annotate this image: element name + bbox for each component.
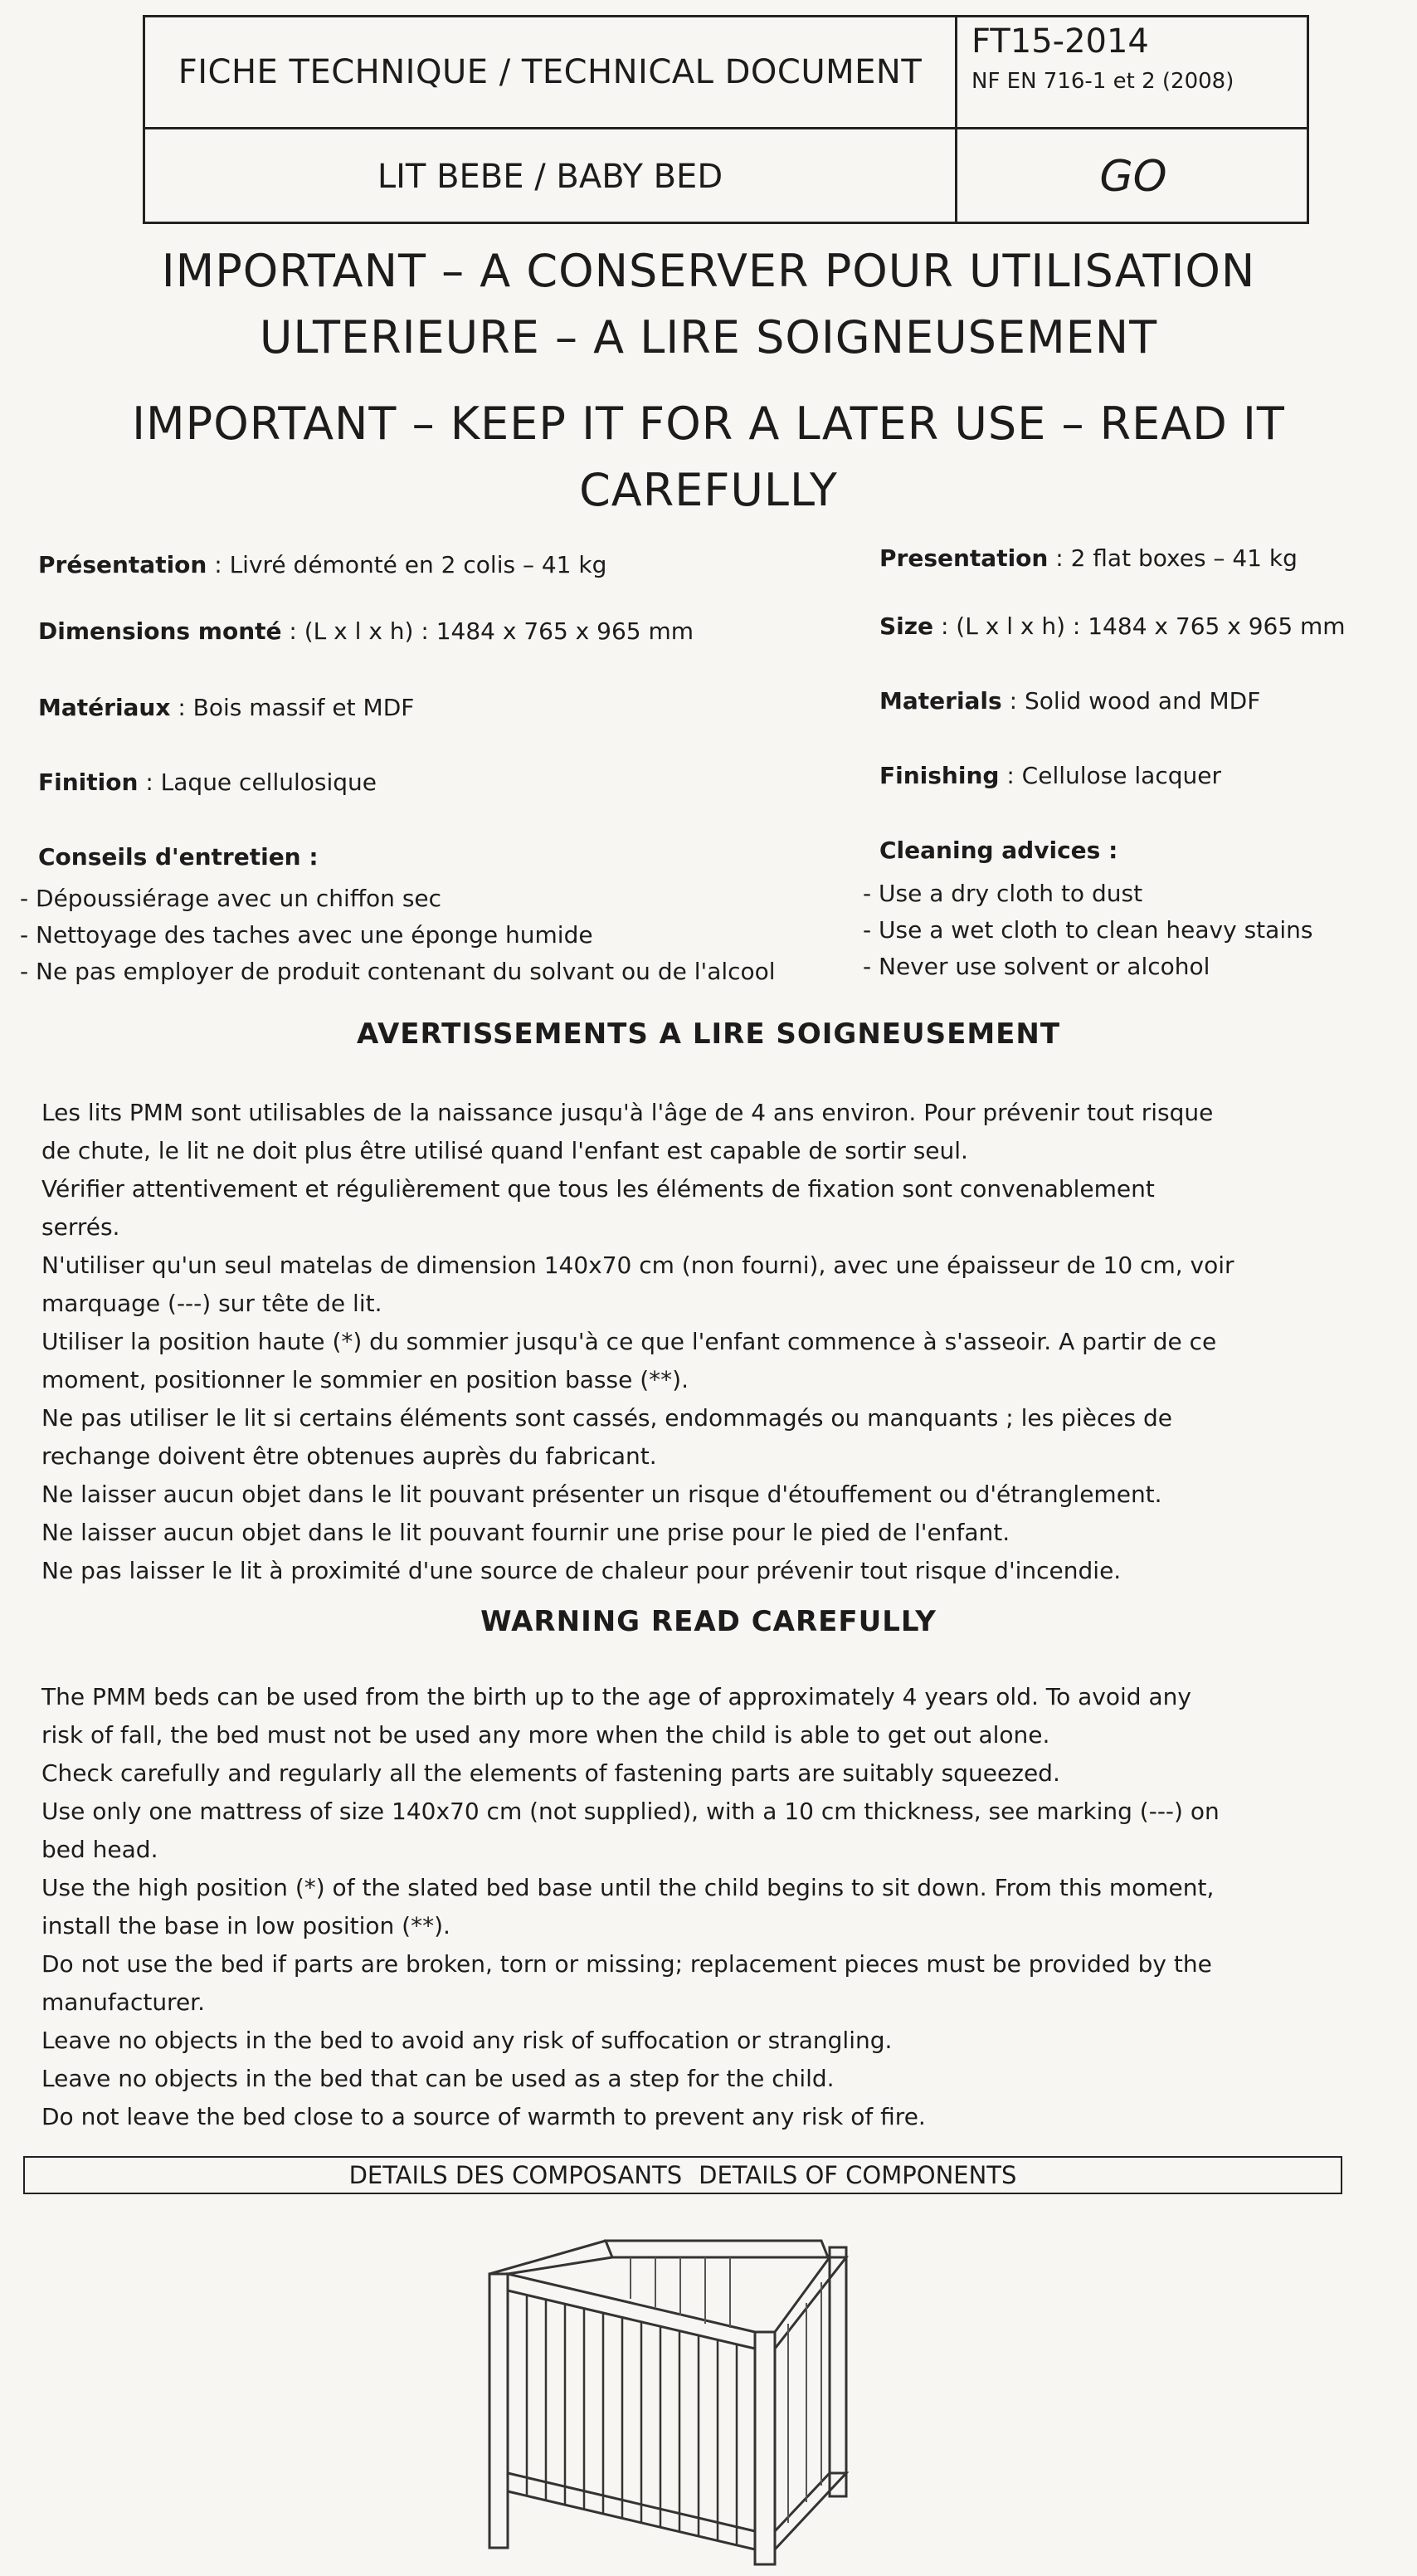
header-table (143, 15, 1309, 224)
title-en-line2: CAREFULLY (579, 464, 838, 516)
warning-en-line: Use the high position (*) of the slated bed base until the child begins to sit down. From this moment, (41, 1874, 1215, 1901)
warnings-fr-title: AVERTISSEMENTS A LIRE SOIGNEUSEMENT (356, 1017, 1061, 1051)
warning-fr-line: Vérifier attentivement et régulièrement que tous les éléments de fixation sont convenablement (41, 1175, 1155, 1203)
warning-en-line: bed head. (41, 1836, 158, 1863)
model-name: GO (1099, 152, 1167, 202)
warning-en-line: install the base in low position (**). (41, 1912, 450, 1939)
reference-code: FT15-2014 (971, 22, 1149, 61)
care-fr-item: - Nettoyage des taches avec une éponge humide (20, 921, 593, 949)
warning-en-line: risk of fall, the bed must not be used any more when the child is able to get out alone. (41, 1721, 1050, 1749)
warning-en-line: Do not leave the bed close to a source of warmth to prevent any risk of fire. (41, 2103, 926, 2130)
crib-front-right-post (755, 2332, 775, 2564)
crib-back-slats (631, 2257, 821, 2523)
spec-en-finishing: Finishing : Cellulose lacquer (879, 762, 1221, 789)
spec-fr-care-label: Conseils d'entretien : (38, 843, 319, 871)
warning-fr-line: Ne laisser aucun objet dans le lit pouvant présenter un risque d'étouffement ou d'étranglement. (41, 1481, 1162, 1508)
spec-en-presentation: Presentation : 2 flat boxes – 41 kg (879, 544, 1298, 572)
warning-fr-line: Ne laisser aucun objet dans le lit pouvant fournir une prise pour le pied de l'enfant. (41, 1519, 1010, 1546)
warning-en-line: Use only one mattress of size 140x70 cm (not supplied), with a 10 cm thickness, see marking (---) on (41, 1798, 1220, 1825)
product-name: LIT BEBE / BABY BED (377, 158, 723, 196)
warning-fr-line: moment, positionner le sommier en position basse (**). (41, 1366, 689, 1393)
spec-en-size: Size : (L x l x h) : 1484 x 765 x 965 mm (879, 612, 1346, 640)
norm-reference: NF EN 716-1 et 2 (2008) (971, 69, 1234, 94)
spec-en-materials: Materials : Solid wood and MDF (879, 687, 1261, 715)
spec-en-care-label: Cleaning advices : (879, 837, 1118, 864)
warning-fr-line: Ne pas utiliser le lit si certains éléments sont cassés, endommagés ou manquants ; les pièces de (41, 1404, 1172, 1432)
title-fr-line1: IMPORTANT – A CONSERVER POUR UTILISATION (161, 245, 1256, 297)
spec-fr-presentation: Présentation : Livré démonté en 2 colis – 41 kg (38, 551, 607, 578)
warnings-fr-body (41, 1094, 1336, 1590)
crib-side-bottom-rail (775, 2473, 846, 2549)
warning-fr-line: Ne pas laisser le lit à proximité d'une source de chaleur pour prévenir tout risque d'incendie. (41, 1557, 1122, 1584)
spec-fr-materials: Matériaux : Bois massif et MDF (38, 694, 415, 721)
components-label-en: DETAILS OF COMPONENTS (699, 2161, 1017, 2189)
spec-fr-finishing: Finition : Laque cellulosique (38, 768, 377, 796)
care-en-item: - Use a dry cloth to dust (863, 880, 1143, 907)
components-label-fr: DETAILS DES COMPOSANTS (348, 2161, 683, 2189)
crib-back-top-rail (606, 2241, 828, 2257)
components-header (23, 2156, 1342, 2194)
crib-back-right-post (830, 2247, 846, 2496)
warning-en-line: Leave no objects in the bed to avoid any risk of suffocation or strangling. (41, 2027, 893, 2054)
warning-en-line: The PMM beds can be used from the birth up to the age of approximately 4 years old. To avoid any (41, 1683, 1191, 1710)
title-en-line1: IMPORTANT – KEEP IT FOR A LATER USE – READ IT (132, 398, 1285, 450)
title-fr-line2: ULTERIEURE – A LIRE SOIGNEUSEMENT (259, 311, 1158, 363)
warning-fr-line: serrés. (41, 1213, 120, 1241)
warnings-en-title: WARNING READ CAREFULLY (480, 1605, 937, 1638)
warnings-en-body (41, 1678, 1352, 2136)
warning-en-line: Do not use the bed if parts are broken, torn or missing; replacement pieces must be provided by the (41, 1950, 1212, 1978)
care-en-item: - Never use solvent or alcohol (863, 953, 1210, 980)
crib-front-slats (527, 2295, 737, 2545)
warning-fr-line: marquage (---) sur tête de lit. (41, 1290, 382, 1317)
warning-fr-line: N'utiliser qu'un seul matelas de dimension 140x70 cm (non fourni), avec une épaisseur de 10 cm, voir (41, 1251, 1234, 1279)
reference-cell (960, 21, 1308, 127)
warning-en-line: Check carefully and regularly all the elements of fastening parts are suitably squeezed. (41, 1759, 1060, 1787)
warning-fr-line: de chute, le lit ne doit plus être utilisé quand l'enfant est capable de sortir seul. (41, 1137, 968, 1164)
crib-side-top-rail (775, 2257, 846, 2349)
warning-fr-line: Utiliser la position haute (*) du sommier jusqu'à ce que l'enfant commence à s'asseoir. A partir de ce (41, 1328, 1217, 1355)
document-type: FICHE TECHNIQUE / TECHNICAL DOCUMENT (178, 53, 923, 91)
warning-en-line: manufacturer. (41, 1988, 206, 2016)
care-en-item: - Use a wet cloth to clean heavy stains (863, 916, 1313, 944)
spec-fr-dimensions: Dimensions monté : (L x l x h) : 1484 x 765 x 965 mm (38, 617, 694, 645)
warning-fr-line: Les lits PMM sont utilisables de la naissance jusqu'à l'âge de 4 ans environ. Pour prévenir tout risque (41, 1099, 1214, 1126)
warning-fr-line: rechange doivent être obtenues auprès du fabricant. (41, 1442, 657, 1470)
care-fr-item: - Dépoussiérage avec un chiffon sec (20, 885, 442, 912)
crib-front-left-post (489, 2274, 508, 2548)
crib-illustration (481, 2224, 913, 2573)
care-fr-item: - Ne pas employer de produit contenant du solvant ou de l'alcool (20, 958, 776, 985)
warning-en-line: Leave no objects in the bed that can be used as a step for the child. (41, 2065, 835, 2092)
